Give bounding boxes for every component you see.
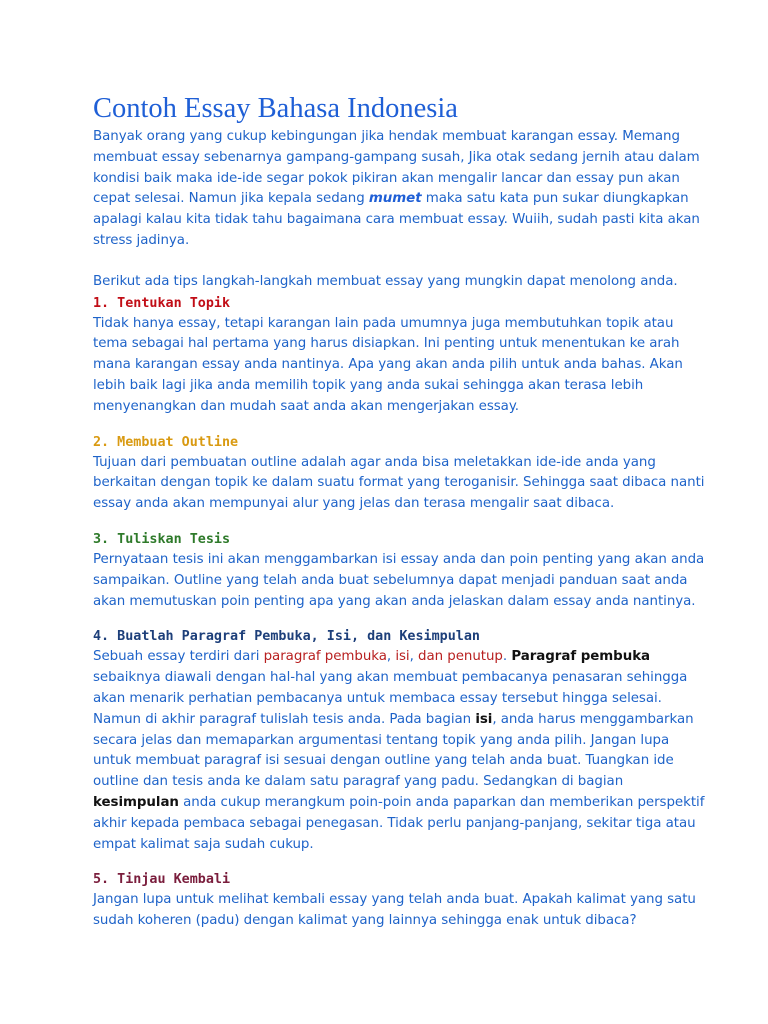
s4-text-3: , bbox=[409, 649, 419, 665]
s4-bold-kesimpulan: kesimpulan bbox=[93, 794, 179, 810]
s4-bold-paragraf-pembuka: Paragraf pembuka bbox=[511, 649, 651, 665]
section-4-heading: 4. Buatlah Paragraf Pembuka, Isi, dan Kesimpulan bbox=[93, 629, 480, 645]
s4-term-paragraf-pembuka: paragraf pembuka bbox=[263, 649, 387, 665]
s4-term-isi: isi bbox=[395, 649, 410, 665]
section-1-heading: 1. Tentukan Topik bbox=[93, 295, 231, 311]
section-1-body: Tidak hanya essay, tetapi karangan lain pada umumnya juga membutuhkan topik atau tema sebagai hal pertama yang harus disiapkan. Ini penting untuk menentukan ke arah mana karangan essay anda nantinya. Apa yang akan anda pilih untuk anda bahas. Akan lebih baik lagi jika anda memilih topik yang anda sukai sehingga akan terasa lebih menyenangkan dan mudah saat anda akan mengerjakan essay. bbox=[93, 315, 683, 414]
s4-text-2: , bbox=[386, 649, 396, 665]
section-2-heading: 2. Membuat Outline bbox=[93, 434, 239, 450]
s4-text-1: Sebuah essay terdiri dari bbox=[93, 649, 264, 665]
spacer bbox=[93, 612, 708, 626]
section-5-body: Jangan lupa untuk melihat kembali essay yang telah anda buat. Apakah kalimat yang satu sudah koheren (padu) dengan kalimat yang lainnya sehingga enak untuk dibaca? bbox=[93, 892, 696, 929]
spacer bbox=[93, 515, 708, 529]
spacer bbox=[93, 418, 708, 432]
intro-keyword: mumet bbox=[368, 191, 422, 207]
s4-bold-isi: isi bbox=[475, 711, 493, 727]
section-3-heading: 3. Tuliskan Tesis bbox=[93, 531, 231, 547]
spacer bbox=[93, 252, 708, 272]
section-5-heading: 5. Tinjau Kembali bbox=[93, 872, 231, 888]
section-3-body: Pernyataan tesis ini akan menggambarkan isi essay anda dan poin penting yang akan anda sampaikan. Outline yang telah anda buat sebelumnya dapat menjadi panduan saat anda akan memutuskan poin penting apa yang akan anda jelaskan dalam essay anda nantinya. bbox=[93, 551, 705, 609]
section-2-body: Tujuan dari pembuatan outline adalah agar anda bisa meletakkan ide-ide anda yang berkaitan dengan topik ke dalam suatu format yang teroganisir. Sehingga saat dibaca nanti essay anda akan mempunyai alur yang jelas dan terasa mengalir saat dibaca. bbox=[93, 454, 705, 512]
document-title: Contoh Essay Bahasa Indonesia bbox=[93, 93, 458, 124]
intro-paragraph bbox=[93, 127, 708, 252]
s4-text-6: , anda harus menggambarkan secara jelas dan memaparkan argumentasi tentang topik yang anda pilih. Jangan lupa untuk membuat paragraf isi sesuai dengan outline yang telah anda buat. Tuangkan ide outline dan tesis anda ke dalam satu paragraf yang padu. Sedangkan di bagian bbox=[93, 711, 694, 790]
intro-text-b: maka satu kata pun sukar diungkapkan apalagi kalau kita tidak tahu bagaimana cara membuat essay. Wuiih, sudah pasti kita akan stress jadinya. bbox=[93, 191, 700, 248]
s4-term-penutup: dan penutup bbox=[418, 649, 503, 665]
intro-tips-line: Berikut ada tips langkah-langkah membuat essay yang mungkin dapat menolong anda. bbox=[93, 273, 678, 289]
s4-text-4: . bbox=[502, 649, 512, 665]
s4-text-7: anda cukup merangkum poin-poin anda paparkan dan memberikan perspektif akhir kepada pembaca sebagai penegasan. Tidak perlu panjang-panjang, sekitar tiga atau empat kalimat saja sudah cukup. bbox=[93, 794, 705, 852]
spacer bbox=[93, 855, 708, 869]
s4-text-5: sebaiknya diawali dengan hal-hal yang akan membuat pembacanya penasaran sehingga akan menarik perhatian pembacanya untuk membaca essay tersebut hingga selesai. Namun di akhir paragraf tulislah tesis anda. Pada bagian bbox=[93, 670, 688, 727]
intro-text-a: Banyak orang yang cukup kebingungan jika hendak membuat karangan essay. Memang membuat essay sebenarnya gampang-gampang susah, Jika otak sedang jernih atau dalam kondisi baik maka ide-ide segar pokok pikiran akan mengalir lancar dan essay pun akan cepat selesai. Namun jika kepala sedang bbox=[93, 129, 700, 207]
section-4-body bbox=[93, 647, 708, 855]
